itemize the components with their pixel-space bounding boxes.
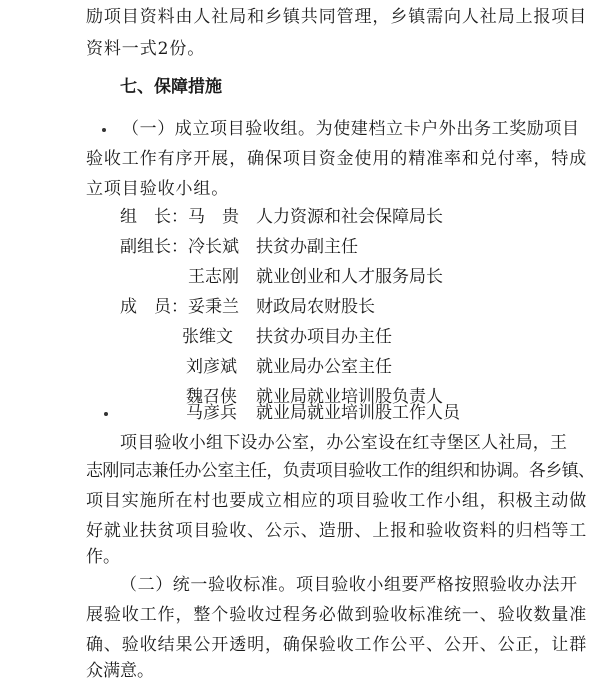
- member-name: 王志刚: [188, 267, 239, 287]
- scan-speck: [102, 128, 106, 132]
- paragraph-4-line-4: 众满意。: [86, 661, 154, 681]
- member-role: 成 员：: [120, 297, 188, 317]
- paragraph-3-line-4: 好就业扶贫项目验收、公示、造册、上报和验收资料的归档等工: [86, 521, 588, 541]
- paragraph-4-line-3: 确、验收结果公开透明，确保验收工作公平、公开、公正，让群: [86, 635, 588, 655]
- member-title: 就业局就业培训股负责人: [256, 387, 443, 407]
- paragraph-1-line-1: 励项目资料由人社局和乡镇共同管理，乡镇需向人社局上报项目: [86, 7, 588, 27]
- member-title: 扶贫办项目办主任: [256, 327, 392, 347]
- member-name: 马 贵: [188, 207, 239, 227]
- member-title: 就业局就业培训股工作人员: [256, 403, 460, 423]
- paragraph-4-line-1: （二）统一验收标准。项目验收小组要严格按照验收办法开: [120, 575, 578, 595]
- member-name: 马彦兵: [186, 403, 237, 423]
- paragraph-2-line-1: （一）成立项目验收组。为使建档立卡户外出务工奖励项目: [122, 119, 580, 139]
- paragraph-2-line-3: 立项目验收小组。: [86, 179, 230, 199]
- member-title: 人力资源和社会保障局长: [256, 207, 443, 227]
- paragraph-4-line-2: 展验收工作，整个验收过程务必做到验收标准统一、验收数量准: [86, 605, 588, 625]
- section-heading: 七、保障措施: [120, 77, 222, 97]
- member-name: 魏召侠: [186, 387, 237, 407]
- member-title: 就业局办公室主任: [256, 357, 392, 377]
- member-name: 张维文: [182, 327, 233, 347]
- paragraph-1-line-2: 资料一式2份。: [86, 39, 206, 59]
- member-role: 组 长：: [120, 207, 188, 227]
- member-name: 冷长斌: [188, 237, 239, 257]
- member-name: 刘彦斌: [186, 357, 237, 377]
- paragraph-2-line-2: 验收工作有序开展，确保项目资金使用的精准率和兑付率，特成: [86, 149, 588, 169]
- paragraph-3-line-1: 项目验收小组下设办公室，办公室设在红寺堡区人社局，王: [120, 433, 568, 453]
- member-title: 扶贫办副主任: [256, 237, 358, 257]
- member-role: 副组长：: [120, 237, 188, 257]
- member-title: 就业创业和人才服务局长: [256, 267, 443, 287]
- member-title: 财政局农财股长: [256, 297, 375, 317]
- paragraph-3-line-3: 项目实施所在村也要成立相应的项目验收工作小组，积极主动做: [86, 491, 588, 511]
- paragraph-3-line-2: 志刚同志兼任办公室主任，负责项目验收工作的组织和协调。各乡镇、: [86, 461, 595, 481]
- member-name: 妥秉兰: [188, 297, 239, 317]
- scan-speck: [104, 412, 108, 416]
- paragraph-3-line-5: 作。: [86, 547, 120, 567]
